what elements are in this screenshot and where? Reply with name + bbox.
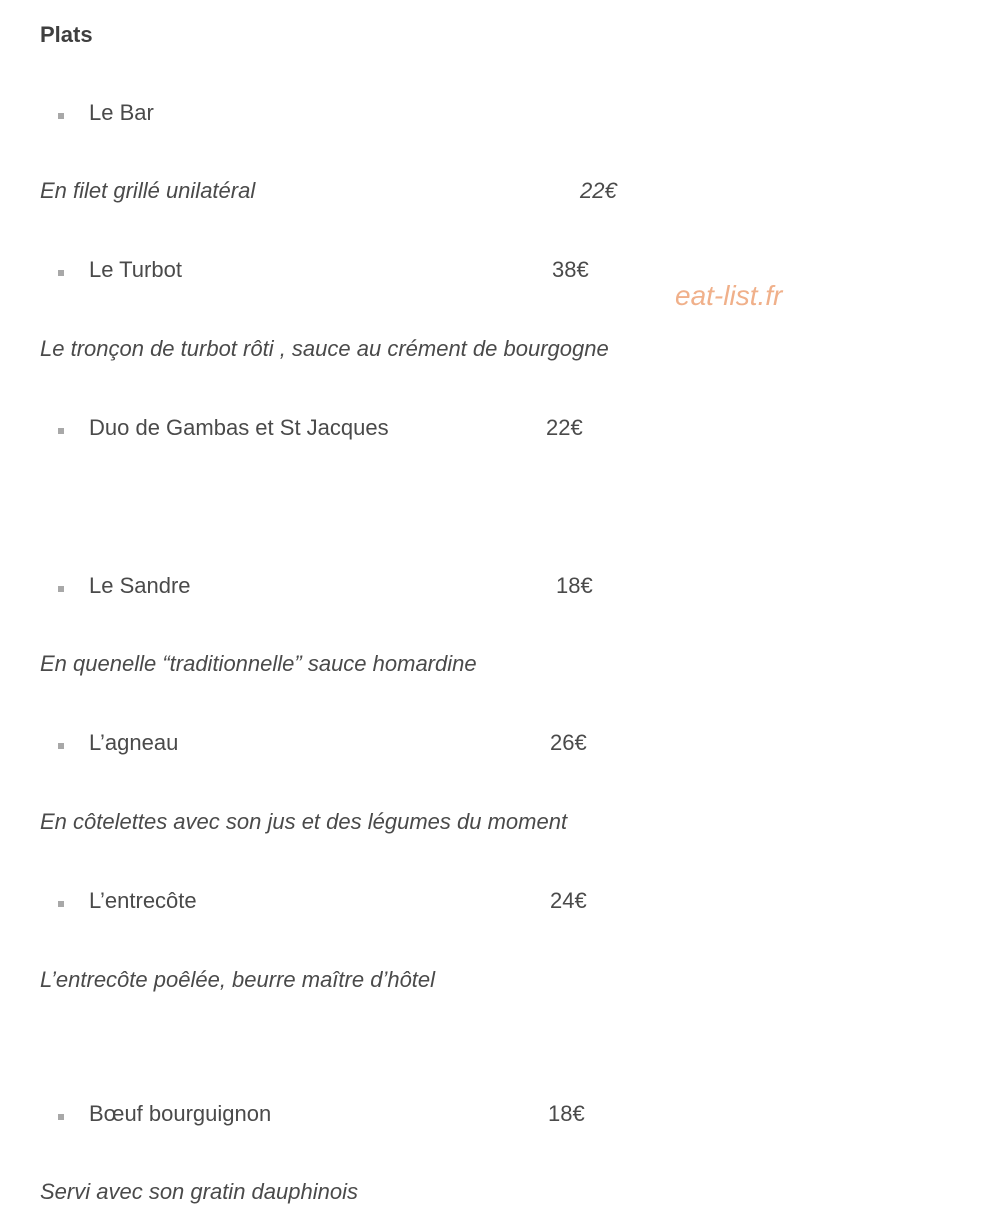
section-heading: Plats	[40, 22, 93, 47]
dish-description: En quenelle “traditionnelle” sauce homardine	[40, 651, 477, 676]
dish-price: 26€	[550, 730, 587, 755]
dish-price: 22€	[580, 178, 617, 203]
dish-name: Le Turbot	[89, 257, 182, 282]
dish-name: L’agneau	[89, 730, 179, 755]
dish-description: En côtelettes avec son jus et des légumes du moment	[40, 809, 568, 834]
bullet-icon	[58, 428, 64, 434]
dish-name: Bœuf bourguignon	[89, 1101, 272, 1126]
bullet-icon	[58, 270, 64, 276]
dish-description: Le tronçon de turbot rôti , sauce au crément de bourgogne	[40, 336, 609, 361]
dish-name: Le Sandre	[89, 573, 191, 598]
dish-price: 18€	[556, 573, 593, 598]
bullet-icon	[58, 1114, 64, 1120]
bullet-icon	[58, 113, 64, 119]
dish-description: L’entrecôte poêlée, beurre maître d’hôtel	[40, 967, 436, 992]
bullet-icon	[58, 743, 64, 749]
bullet-icon	[58, 586, 64, 592]
dish-price: 22€	[546, 415, 583, 440]
dish-name: Le Bar	[89, 100, 154, 125]
dish-description: En filet grillé unilatéral	[40, 178, 256, 203]
dish-price: 18€	[548, 1101, 585, 1126]
watermark: eat-list.fr	[675, 280, 783, 311]
dish-name: Duo de Gambas et St Jacques	[89, 415, 389, 440]
dish-description: Servi avec son gratin dauphinois	[40, 1179, 358, 1204]
bullet-icon	[58, 901, 64, 907]
dish-name: L’entrecôte	[89, 888, 197, 913]
dish-price: 38€	[552, 257, 589, 282]
dish-price: 24€	[550, 888, 587, 913]
